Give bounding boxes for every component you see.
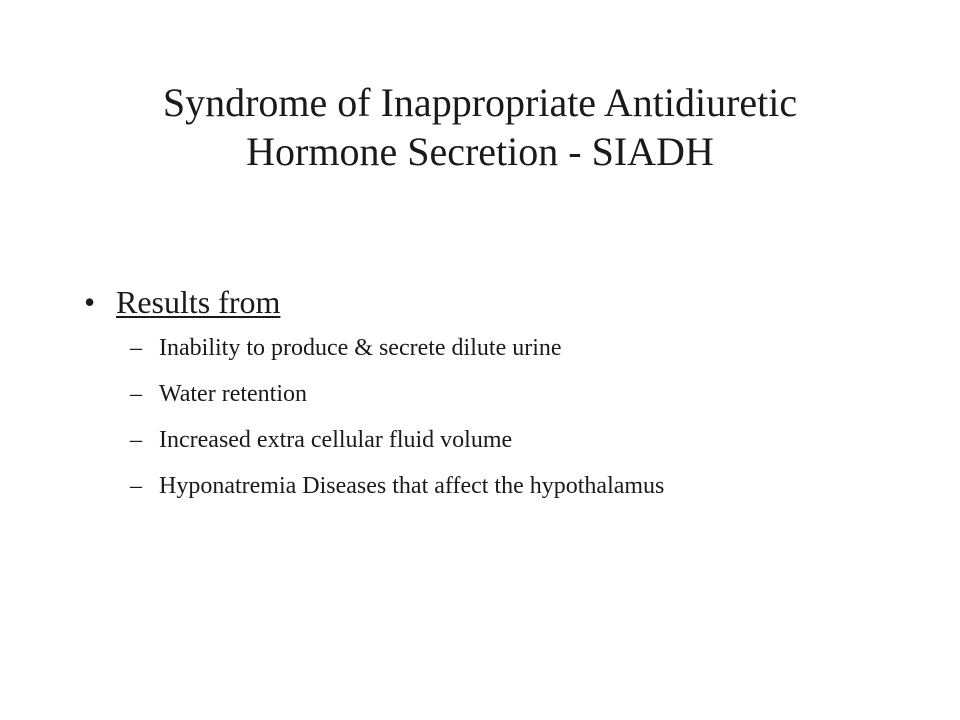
dash-icon: –: [130, 335, 142, 361]
sub-bullet-item: [84, 380, 924, 408]
slide-title: [60, 78, 900, 176]
dash-icon: –: [130, 473, 142, 499]
dash-icon: –: [130, 427, 142, 453]
slide-body: [84, 280, 924, 518]
sub-bullet-text: Increased extra cellular fluid volume: [159, 427, 513, 453]
bullet-results-from: [84, 280, 924, 324]
bullet-label: Results from: [116, 284, 281, 320]
sub-bullet-text: Inability to produce & secrete dilute urine: [159, 335, 562, 361]
bullet-dot-icon: •: [84, 284, 96, 320]
dash-icon: –: [130, 381, 142, 407]
sub-bullet-item: [84, 472, 924, 500]
sub-bullet-list: [84, 334, 924, 500]
sub-bullet-text: Hyponatremia Diseases that affect the hypothalamus: [159, 473, 665, 499]
sub-bullet-text: Water retention: [159, 381, 307, 407]
title-line-2: Hormone Secretion - SIADH: [246, 129, 714, 174]
sub-bullet-item: [84, 426, 924, 454]
sub-bullet-item: [84, 334, 924, 362]
title-line-1: Syndrome of Inappropriate Antidiuretic: [162, 80, 798, 125]
